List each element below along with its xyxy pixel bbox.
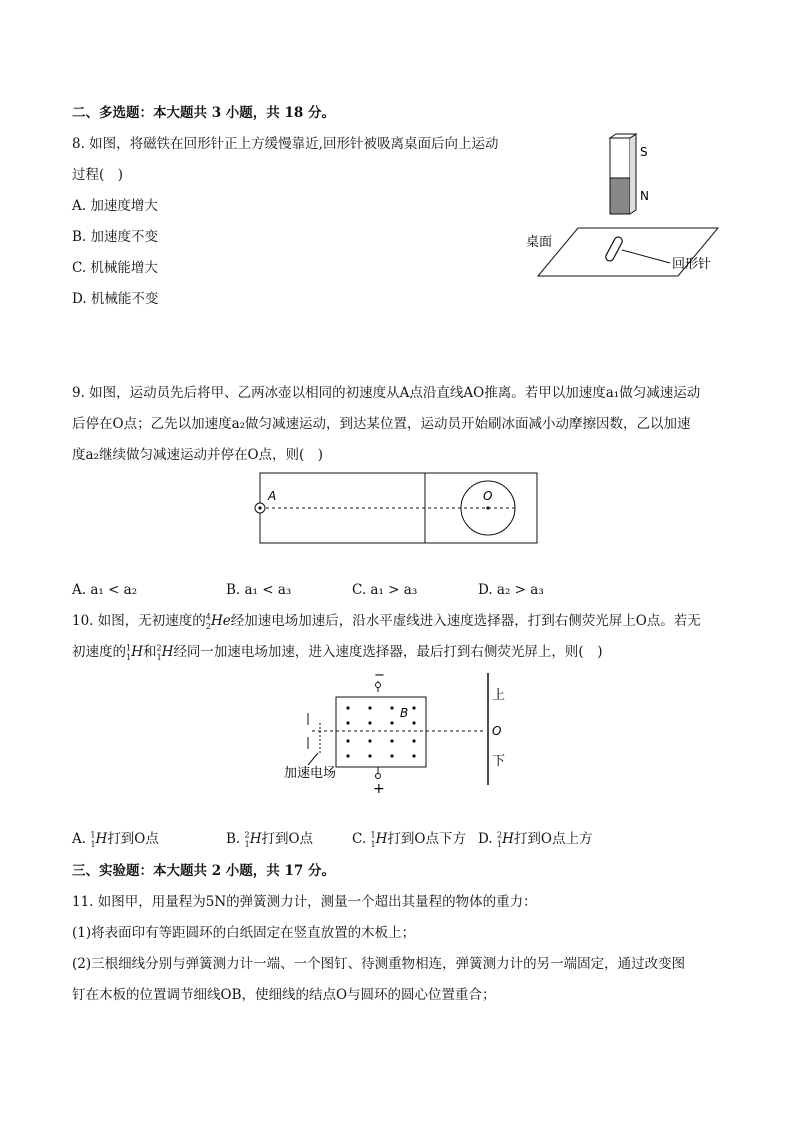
q9-option-c[interactable]: C. a₁ > a₃ [352,582,418,598]
q11-step2-line2: 钉在木板的位置调节细线OB，使细线的结点O与圆环的圆心位置重合； [72,987,496,1003]
screen-down-label: 下 [492,754,506,769]
q11-stem-line1: 11. 如图甲，用量程为5N的弹簧测力计，测量一个超出其量程的物体的重力： [72,894,537,910]
point-o-label: O [483,489,493,503]
screen-o-label: O [492,724,502,738]
q9-option-a[interactable]: A. a₁ < a₂ [72,582,138,598]
accel-field-label: 加速电场 [284,766,337,781]
clip-label: 回形针 [672,257,712,272]
q8-option-d[interactable]: D. 机械能不变 [72,291,159,307]
minus-terminal-label: − [374,668,385,683]
screen-up-label: 上 [492,688,506,703]
magnet-s-pole [610,138,630,178]
q8-option-c[interactable]: C. 机械能增大 [72,260,158,276]
q9-stem-line3: 度a₂继续做匀减速运动并停在O点，则( ) [72,447,324,463]
q10-velocity-selector-figure [280,665,520,800]
q11-step2-line1: (2)三根细线分别与弹簧测力计一端、一个图钉、待测重物相连，弹簧测力计的另一端固定，通过改变图 [72,956,686,972]
q8-option-a[interactable]: A. 加速度增大 [72,198,158,214]
q10-stem-line2: 初速度的$^1_1$H和$^2_1$H经同一加速电场加速，进入速度选择器，最后打到右侧荧光屏上，则( ) [72,643,603,662]
minus-terminal [376,683,381,688]
q8-stem-line1: 8. 如图，将磁铁在回形针正上方缓慢靠近,回形针被吸离桌面后向上运动 [72,136,499,152]
q10-option-b[interactable]: B. $^2_1$H打到O点 [226,830,314,849]
section-2-title: 二、多选题：本大题共 3 小题，共 18 分。 [72,105,335,121]
point-a-label: A [268,489,277,503]
q8-magnet-figure [520,130,740,280]
magnet-n-pole [610,178,630,214]
paperclip-icon [604,236,623,263]
q10-stem-line1: 10. 如图，无初速度的$^4_2$He经加速电场加速后，沿水平虚线进入速度选择器，打到右侧荧光屏上O点。若无 [72,612,701,631]
q10-option-c[interactable]: C. $^1_1$H打到O点下方 [352,830,466,849]
field-b-label: B [400,706,409,720]
q9-option-d[interactable]: D. a₂ > a₃ [478,582,544,598]
magnet-n-label: N [640,189,649,203]
q10-option-d[interactable]: D. $^2_1$H打到O点上方 [478,830,593,849]
magnet-side [630,134,636,214]
q9-stem-line1: 9. 如图，运动员先后将甲、乙两冰壶以相同的初速度从A点沿直线AO推离。若甲以加速度a₁做匀减速运动 [72,385,701,401]
q9-option-b[interactable]: B. a₁ < a₃ [226,582,292,598]
q9-curling-figure [250,468,550,548]
plus-terminal [376,774,381,779]
clip-leader-line [622,250,670,263]
section-3-title: 三、实验题：本大题共 2 小题，共 17 分。 [72,863,335,879]
magnet-s-label: S [640,145,648,159]
q8-stem-line2: 过程( ) [72,167,124,183]
desk-label: 桌面 [526,235,553,250]
point-o-dot [486,506,489,509]
q8-option-b[interactable]: B. 加速度不变 [72,229,159,245]
q11-step1: (1)将表面印有等距圆环的白纸固定在竖直放置的木板上； [72,925,416,941]
plus-terminal-label: + [373,781,385,797]
q10-option-a[interactable]: A. $^1_1$H打到O点 [72,830,159,849]
q9-stem-line2: 后停在O点；乙先以加速度a₂做匀减速运动，到达某位置，运动员开始刷冰面减小动摩擦因数，乙以加速 [72,416,691,432]
